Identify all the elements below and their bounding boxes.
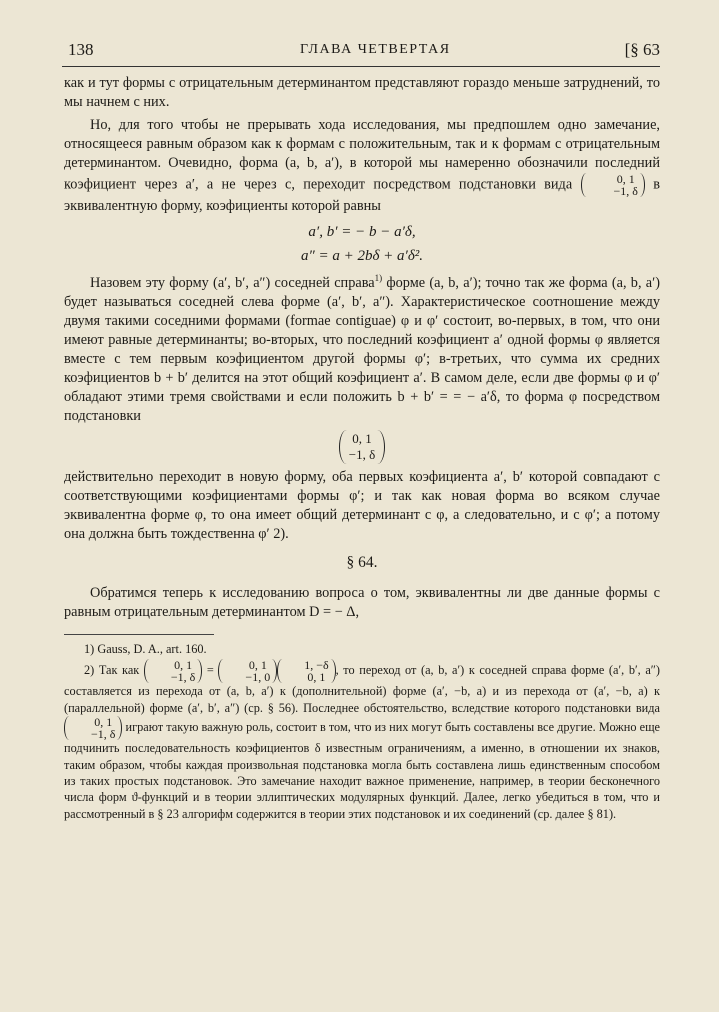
matrix-row-2: 0, 1 bbox=[307, 670, 326, 685]
paragraph-3-text-b: форме (a, b, a′); точно так же форма (a, b, a′) будет называться соседней слева форме (a′, b′, a″). Характеристическое соотношение между двумя такими соседними формами (formae contiguae) φ и φ′ состоит, во-первых, в том, что они имеют равные детерминанты; во-вторых, что последний коэфициент a′ одной формы φ является вместе с тем первым коэфициентом другой формы φ′; в-третьих, что сумма их средних коэфициентов b + b′ делится на этот общий коэфициент a′. В самом деле, если две формы φ и φ′ обладают этими тремя свойствами и если положить b + b′ = = − a′δ, то форма φ посредством подстановки bbox=[64, 275, 660, 424]
footnote-2-text-a: 2) Так как bbox=[84, 663, 140, 678]
chapter-title: ГЛАВА ЧЕТВЕРТАЯ bbox=[300, 42, 451, 57]
header-rule bbox=[62, 66, 660, 67]
page-number: 138 bbox=[68, 40, 94, 59]
paragraph-2-text-a: Но, для того чтобы не прерывать хода исследования, мы предпошлем одно замечание, относящееся равным образом как к формам с положительным, так и к формам с отрицательным детерминантом. Очевидно, форма (a, b, a′), в которой мы намеренно обозначили последний коэфициент через a′, а не через c, переходит посредством подстановки вида bbox=[64, 117, 660, 193]
footnote-ref-1: 1) bbox=[374, 273, 383, 284]
section-heading: § 64. bbox=[346, 554, 378, 571]
matrix-row-1: 0, 1 bbox=[94, 715, 113, 730]
equals-sign: = bbox=[206, 663, 214, 678]
centered-matrix bbox=[64, 430, 660, 464]
footnote-matrix-3 bbox=[277, 659, 335, 683]
footnote-matrix-4 bbox=[64, 716, 122, 740]
main-text bbox=[64, 74, 660, 822]
substitution-matrix-centered bbox=[339, 430, 385, 464]
substitution-matrix bbox=[581, 173, 645, 197]
matrix-row-2: −1, 0 bbox=[245, 670, 271, 685]
matrix-row-1: 0, 1 bbox=[616, 172, 635, 186]
paragraph-3-text-a: Назовем эту форму (a′, b′, a″) соседней справа bbox=[90, 275, 375, 291]
footnote-matrix-1 bbox=[144, 659, 202, 683]
matrix-row-2: −1, δ bbox=[613, 184, 638, 198]
footnote-matrix-2 bbox=[218, 659, 277, 683]
formula-2: a″ = a + 2bδ + a′δ². bbox=[300, 248, 424, 264]
paragraph-5: Обратимся теперь к исследованию вопроса о том, эквивалентны ли две данные формы с равным отрицательным детерминантом D = − Δ, bbox=[64, 585, 660, 620]
footnote-rule bbox=[64, 634, 214, 635]
matrix-row-2: −1, δ bbox=[170, 670, 196, 685]
paragraph-2 bbox=[64, 116, 660, 216]
footnotes bbox=[64, 641, 660, 822]
footnote-1: 1) Gauss, D. A., art. 160. bbox=[84, 642, 207, 656]
footnote-2-text-c: подстановки вида bbox=[564, 700, 660, 715]
formula-1: a′, b′ = − b − a′δ, bbox=[308, 224, 416, 240]
matrix-row-1: 0, 1 bbox=[352, 431, 372, 446]
paragraph-1: как и тут формы с отрицательным детерминантом представляют гораздо меньше затруднений, то мы начнем с них. bbox=[64, 75, 660, 110]
matrix-row-1: 1, −δ bbox=[304, 658, 329, 673]
matrix-row-1: 0, 1 bbox=[174, 658, 193, 673]
footnote-2-text-b: , то переход от (a, b, a′) к соседней справа форме (a′, b′, a″) составляется из перехода от (a, b, a′) к (дополнительной) форме (a′, −b, a) и из перехода от (a′, −b, a) к (параллельной) форме (a′, b′, a″) (ср. § 56). Последнее обстоятельство, вследствие которого bbox=[64, 663, 661, 715]
footnote-2-text-d: играют такую важную роль, состоит в том, что из них могут быть составлены все другие. Можно еще подчинить последовательность коэфициентов δ известным ограничениям, а именно, в отношении их знаков, таким образом, чтобы каждая произвольная подстановка могла быть составлена лишь единственным способом из таких простых подстановок. Это замечание находит важное применение, например, в теории бесконечного числа форм ϑ-функций и в теории эллиптических модулярных функций. Далее, легко убедиться в том, что и рассмотренный в § 23 алгорифм содержится в теории этих подстановок и их соединений (ср. далее § 81). bbox=[64, 720, 660, 821]
paragraph-3 bbox=[64, 274, 660, 426]
running-header bbox=[60, 40, 660, 66]
matrix-row-1: 0, 1 bbox=[248, 658, 267, 673]
section-marker: [§ 63 bbox=[624, 40, 660, 59]
matrix-row-2: −1, δ bbox=[348, 447, 376, 462]
matrix-row-2: −1, δ bbox=[91, 727, 116, 742]
paragraph-4: действительно переходит в новую форму, оба первых коэфициента a′, b′ которой совпадают с соответствующими коэфициентами формы φ′; и так как новая форма во всяком случае эквивалентна форме φ, то она имеет общий детерминант с φ, а следовательно, и с φ′; а потому она должна быть тождественна φ′ 2). bbox=[64, 469, 660, 542]
paragraph-2-text-b: в эквивалентную форму, коэфициенты которой равны bbox=[64, 176, 660, 214]
footnote-2 bbox=[64, 659, 660, 822]
